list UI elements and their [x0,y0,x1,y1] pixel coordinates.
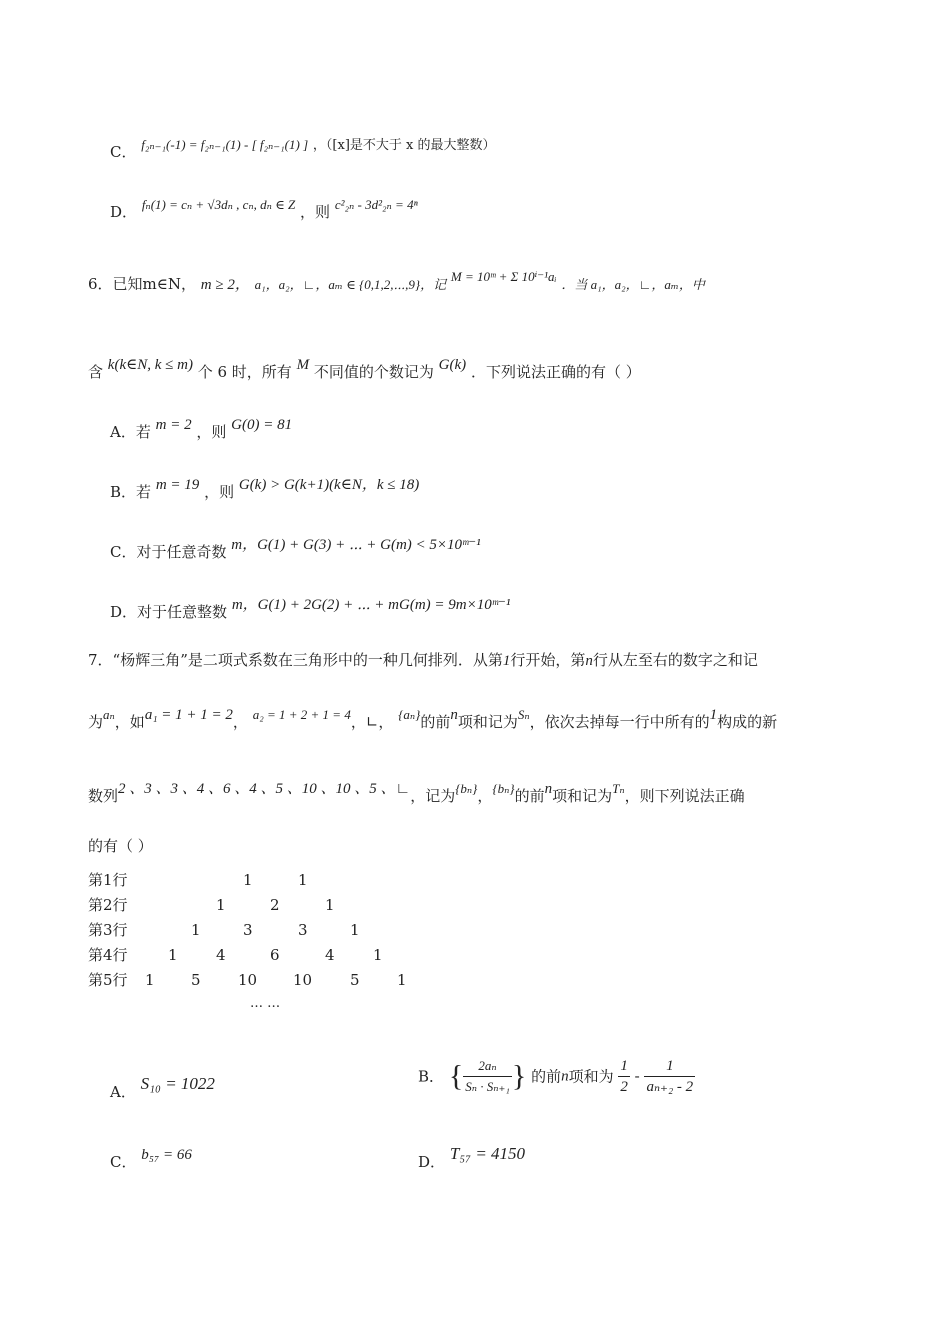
q6-option-c [110,537,481,563]
q7-stem2-c: ， [232,713,248,731]
q7-stem3-d: 的前 [514,787,545,805]
q6-a-label: A．若 [110,423,151,441]
q7-stem2-m2: a₂ = 1 + 2 + 1 = 4 [252,707,351,722]
q7-stem2-e: 的前 [420,713,451,731]
q6-stem2-G: G(k) [438,357,467,373]
q7-b-n: n [561,1068,569,1085]
q6-d-formula: m，G(1) + 2G(2) + ⋯ + mG(m) = 9m×10ᵐ⁻¹ [231,597,511,613]
tri-num: 1 [216,896,226,914]
q7-stem3-f: ，则下列说法正确 [624,787,745,805]
tri-num: 1 [298,871,308,889]
q6-d-label: D．对于任意整数 [110,603,228,621]
q6-stem2-b: 个 6 时，所有 [197,363,292,381]
q6-stem2-d: ．下列说法正确的有（ ） [470,363,641,381]
q7-b-r-num: 1 [644,1056,695,1077]
row-label: 第5行 [88,971,128,989]
q7-stem1-n: n [585,653,593,669]
q6-b-label: B．若 [110,483,152,501]
q7-stem4: 的有（ ） [88,837,153,855]
tri-num: 1 [350,921,360,939]
q7-b-half [618,1056,630,1097]
q7-stem2-one: 1 [709,707,718,723]
q7-b-half-num: 1 [618,1056,630,1077]
q6-stem2-a: 含 [88,363,104,381]
q7-b-frac-den: Sₙ · Sₙ₊₁ [465,1079,510,1094]
q7-stem3-e: 项和记为 [552,787,613,805]
continuation-dots: … … [250,996,281,1011]
q5-c-label: C． [110,143,137,161]
q6-a-formula: G(0) = 81 [231,417,293,433]
q6-option-d [110,597,511,623]
q7-c-formula: b₅₇ = 66 [141,1147,192,1163]
yanghui-triangle [88,870,448,1020]
q6-stem1-a: 6．已知m∈N， [88,275,196,293]
q7-b-half-den: 2 [620,1079,628,1095]
tri-num: 5 [191,971,201,989]
tri-num: 3 [298,921,308,939]
q7-stem3-Tn: Tₙ [612,781,625,796]
q6-b-formula: G(k) > G(k+1)(k∈N，k ≤ 18) [238,477,420,493]
tri-num: 10 [293,971,313,989]
q6-b-then: ，则 [204,483,235,501]
q7-b-r-den: aₙ₊₂ - 2 [646,1079,694,1095]
q6-stem-line2 [88,357,641,383]
q6-option-b [110,477,420,503]
q7-stem2-seq: {aₙ} [398,707,421,722]
q7-stem3-c: ， [477,787,493,805]
tri-num: 2 [270,896,280,914]
q7-stem2-b: ，如 [114,713,145,731]
row-label: 第4行 [88,946,128,964]
q6-stem1-c: a₁，a₂，∟，aₘ ∈ {0,1,2,⋯,9}，记 [254,277,447,292]
q7-stem2-an: aₙ [103,707,115,722]
row-label: 第3行 [88,921,128,939]
q7-stem-line3 [88,781,745,807]
tri-num: 10 [238,971,258,989]
tri-num: 1 [191,921,201,939]
q7-b-text1: 的前 [531,1067,562,1086]
q7-stem2-g: ，依次去掉每一行中所有的 [529,713,710,731]
q6-stem1-b: m ≥ 2， [200,277,250,293]
q7-stem3-bn: {bₙ} [455,781,478,796]
q7-stem-line2 [88,707,778,733]
q7-stem2-h: 构成的新 [717,713,778,731]
row-label: 第2行 [88,896,128,914]
q7-stem2-f: 项和记为 [457,713,518,731]
q5-c-note: ，（[x]是不大于 x 的最大整数） [312,138,496,153]
q6-a-m: m = 2 [155,417,192,433]
q7-option-d [418,1144,526,1172]
q7-stem3-seq: 2 、3 、3 、4 、6 、4 、5 、10 、10 、5 、∟ [118,781,411,797]
tri-num: 1 [397,971,407,989]
q7-stem2-a: 为 [88,713,104,731]
q5-c-formula: f₂ₙ₋₁(-1) = f₂ₙ₋₁(1) - [ f₂ₙ₋₁(1) ] [141,137,309,152]
q7-b-text2: 项和为 [568,1067,614,1086]
q6-a-then: ，则 [196,423,227,441]
q7-option-a [110,1074,215,1102]
q7-b-minus: - [634,1068,640,1085]
q7-a-formula: S₁₀ = 1022 [140,1074,215,1093]
q6-b-m: m = 19 [155,477,200,493]
q6-stem1-formula: M = 10ᵐ + Σ 10ⁱ⁻¹aᵢ [450,269,557,284]
q7-b-seq-brace-right: } [511,1059,527,1093]
q7-d-label: D． [418,1153,446,1171]
tri-num: 1 [243,871,253,889]
q6-stem2-M: M [296,357,310,373]
q7-option-b [418,1056,695,1097]
q7-d-formula: T₅₇ = 4150 [449,1144,526,1163]
q5-d-formula2: c²₂ₙ - 3d²₂ₙ = 4ⁿ [334,197,418,212]
q5-option-c [110,137,496,164]
tri-num: 3 [243,921,253,939]
q7-stem3-n: n [544,781,553,797]
q5-d-then: ，则 [300,203,331,221]
tri-num: 1 [145,971,155,989]
q5-option-d [110,197,418,223]
q6-stem2-c: 不同值的个数记为 [313,363,434,381]
q7-stem3-bn2: {bₙ} [492,781,515,796]
q7-stem-line1 [88,650,758,671]
q6-option-a [110,417,293,443]
q6-c-formula: m，G(1) + G(3) + ⋯ + G(m) < 5×10ᵐ⁻¹ [231,537,481,553]
q7-stem1-one: 1 [502,653,511,669]
q7-stem2-d: ，∟， [350,713,394,731]
q7-c-label: C． [110,1153,137,1171]
tri-num: 1 [168,946,178,964]
q7-stem-line4 [88,836,153,856]
tri-num: 1 [373,946,383,964]
q7-b-right-fraction [644,1056,695,1097]
tri-num: 5 [350,971,360,989]
q5-d-label: D． [110,203,138,221]
tri-num: 4 [216,946,226,964]
q7-b-seq-brace-left: { [448,1059,464,1093]
q7-stem3-b: ，记为 [410,787,456,805]
q7-b-label: B． [418,1067,445,1086]
q6-stem-line1 [88,269,705,295]
q7-stem1-c: 行从左至右的数字之和记 [592,651,758,669]
row-label: 第1行 [88,871,128,889]
q7-b-frac-num: 2aₙ [463,1056,512,1077]
q7-stem2-n: n [450,707,458,723]
q5-d-formula: fₙ(1) = cₙ + √3dₙ , cₙ, dₙ ∈ Z [141,197,296,212]
tri-num: 1 [325,896,335,914]
q7-b-fraction [463,1056,512,1097]
q6-c-label: C．对于任意奇数 [110,543,227,561]
tri-num: 4 [325,946,335,964]
tri-num: 6 [270,946,280,964]
q7-stem1-b: 行开始，第 [510,651,586,669]
q6-stem1-d: ．当 a₁，a₂，∟，aₘ，中 [561,277,705,292]
q6-stem2-math: k(k∈N, k ≤ m) [107,357,193,373]
q7-a-label: A． [110,1083,136,1101]
q7-stem1-a: 7．“杨辉三角”是二项式系数在三角形中的一种几何排列．从第 [88,651,503,669]
q7-stem2-m1: a₁ = 1 + 1 = 2 [144,707,233,723]
q7-option-c [110,1147,192,1173]
q7-stem3-a: 数列 [88,787,119,805]
q7-stem2-Sn: Sₙ [517,707,530,722]
